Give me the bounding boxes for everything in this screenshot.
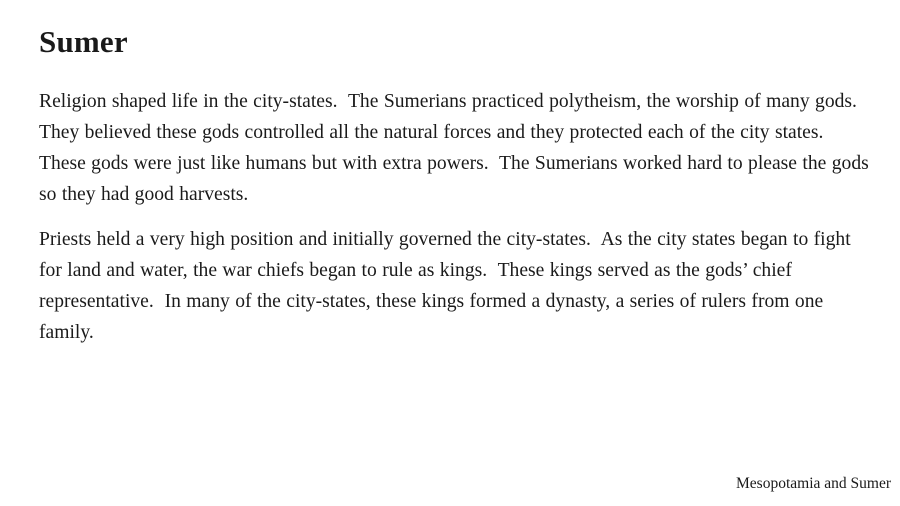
- slide-title: Sumer: [39, 24, 128, 59]
- slide-body: [39, 86, 875, 362]
- paragraph-priests-kings: Priests held a very high position and initially governed the city-states. As the city states began to fight for land and water, the war chiefs began to rule as kings. These kings served as the gods’ chief representative. In many of the city-states, these kings formed a dynasty, a series of rulers from one family.: [39, 229, 857, 343]
- paragraph-religion: Religion shaped life in the city-states. The Sumerians practiced polytheism, the worship of many gods. They believed these gods controlled all the natural forces and they protected each of the city states. These gods were just like humans but with extra powers. The Sumerians worked hard to please the gods so they had good harvests.: [39, 91, 875, 205]
- slide-footer: Mesopotamia and Sumer: [736, 475, 891, 492]
